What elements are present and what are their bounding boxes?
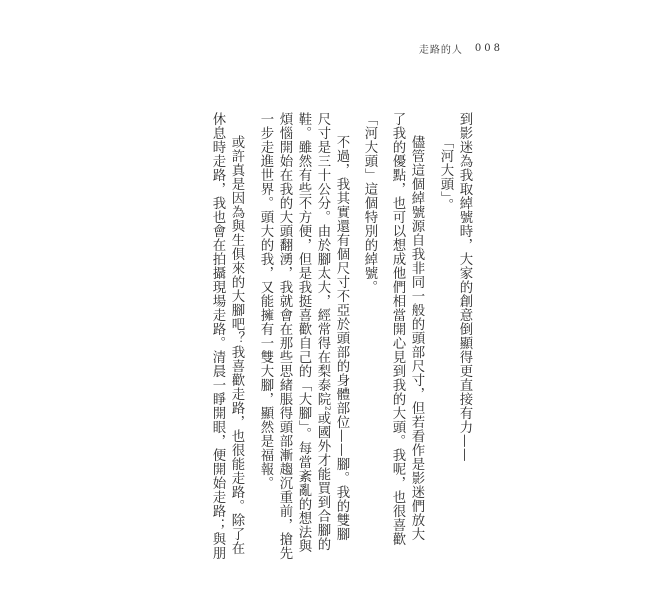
text-column-8: 鞋。雖然有些不方便，但是我挺喜歡自己的「大腳」。每當紊亂的想法與 <box>296 112 311 554</box>
page-number: 008 <box>474 43 503 54</box>
text-column-7-start: 尺寸是三十公分。由於腳太大，經常得在梨泰院 <box>315 112 330 406</box>
footnote-mark: 2 <box>323 406 332 412</box>
text-column-11: 或許真是因為與生俱來的大腳吧？我喜歡走路，也很能走路。除了在 <box>229 135 244 555</box>
text-column-3: 儘管這個綽號源自我非同一般的頭部尺寸，但若看作是影迷們放大 <box>409 135 424 541</box>
text-column-2: 「河大頭」。 <box>438 135 453 213</box>
text-column-10: 一步走進世界。頭大的我，又能擁有一雙大腳，顯然是福報。 <box>258 112 273 490</box>
text-column-5: 「河大頭」這個特別的綽號。 <box>362 112 377 294</box>
text-column-1: 到影迷為我取綽號時，大家的創意倒顯得更直接有力—— <box>457 112 472 462</box>
text-column-7-end: 或國外才能買到合腳的 <box>315 411 330 552</box>
running-title: 走路的人 <box>418 45 463 56</box>
text-column-4: 了我的優點，也可以想成他們相當開心見到我的大頭。我呢，也很喜歡 <box>390 112 405 546</box>
running-header <box>419 41 503 56</box>
text-column-12: 休息時走路，我也會在拍攝現場走路。清晨一睜開眼，便開始走路；與朋 <box>210 112 225 560</box>
text-column-9: 煩惱開始在我的大頭翻湧，我就會在那些思緒脹得頭部漸趨沉重前，搶先 <box>277 112 292 560</box>
text-column-6: 不過，我其實還有個尺寸不亞於頭部的身體部位——腳。我的雙腳 <box>334 135 349 541</box>
text-column-7 <box>314 112 335 551</box>
vertical-text-body <box>0 112 655 592</box>
